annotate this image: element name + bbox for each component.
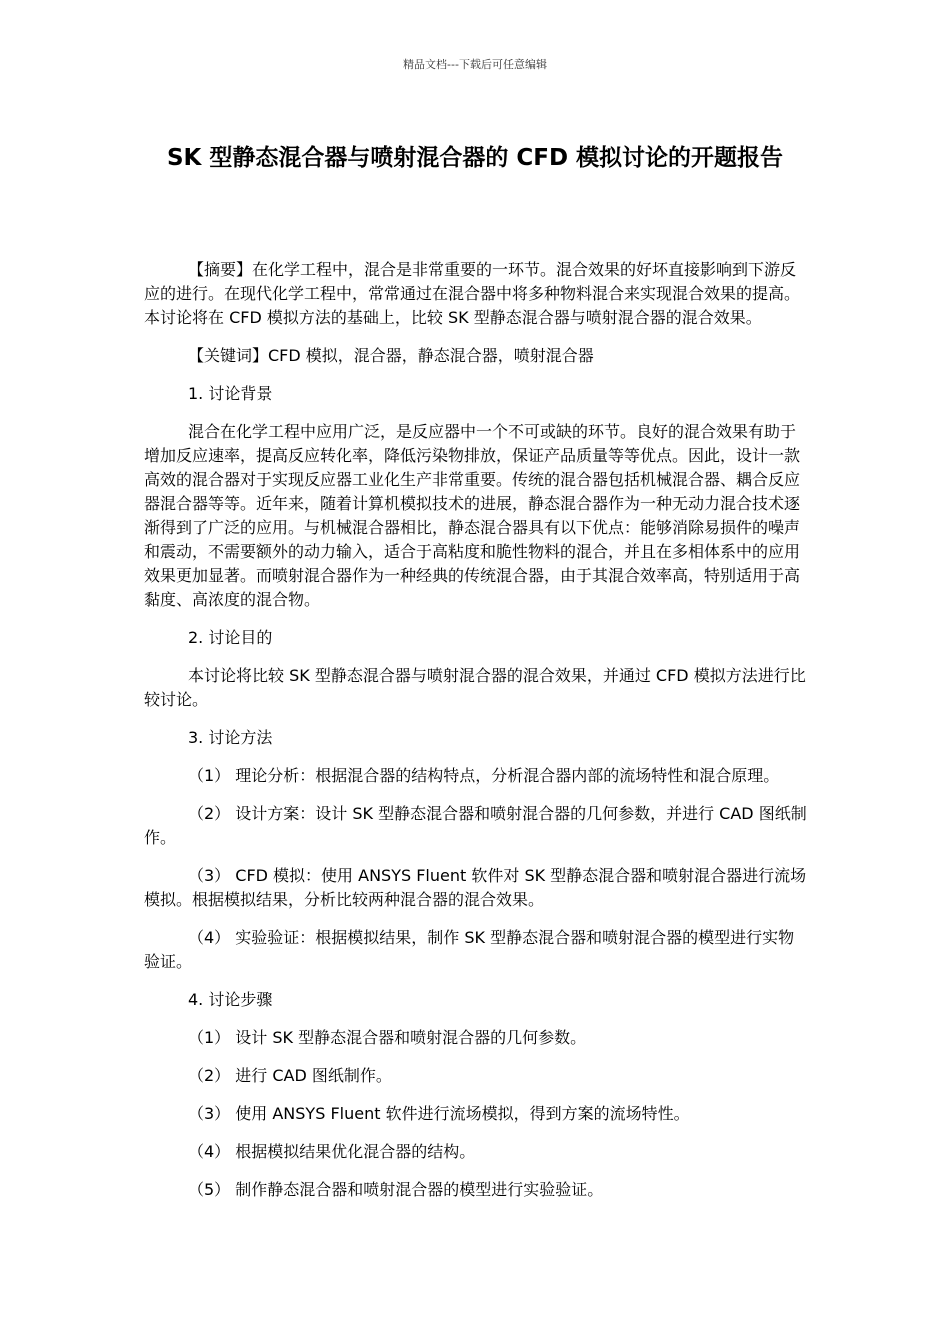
step-item: （4） 根据模拟结果优化混合器的结构。: [188, 1142, 476, 1161]
background-paragraph: 混合在化学工程中应用广泛，是反应器中一个不可或缺的环节。良好的混合效果有助于增加反应速率，提高反应转化率，降低污染物排放，保证产品质量等等优点。因此，设计一款高效的混合器对于实现反应器工业化生产非常重要。传统的混合器包括机械混合器、耦合反应器混合器等等。近年来，随着计算机模拟技术的进展，静态混合器作为一种无动力混合技术逐渐得到了广泛的应用。与机械混合器相比，静态混合器具有以下优点：能够消除易损件的噪声和震动，不需要额外的动力输入，适合于高粘度和脆性物料的混合，并且在多相体系中的应用效果更加显著。而喷射混合器作为一种经典的传统混合器，由于其混合效率高，特别适用于高黏度、高浓度的混合物。: [144, 422, 801, 609]
method-item: （3） CFD 模拟：使用 ANSYS Fluent 软件对 SK 型静态混合器和喷射混合器进行流场模拟。根据模拟结果，分析比较两种混合器的混合效果。: [144, 866, 807, 909]
step-item: （5） 制作静态混合器和喷射混合器的模型进行实验验证。: [188, 1180, 604, 1199]
method-item: （2） 设计方案：设计 SK 型静态混合器和喷射混合器的几何参数，并进行 CAD 图纸制作。: [144, 804, 807, 847]
section-heading-background: 1. 讨论背景: [188, 384, 273, 403]
section-heading-steps: 4. 讨论步骤: [188, 990, 273, 1009]
step-item: （3） 使用 ANSYS Fluent 软件进行流场模拟，得到方案的流场特性。: [188, 1104, 690, 1123]
page-header-note: 精品文档---下载后可任意编辑: [403, 58, 547, 71]
document-body: [144, 258, 808, 1216]
step-item: （2） 进行 CAD 图纸制作。: [188, 1066, 392, 1085]
method-item: （4） 实验验证：根据模拟结果，制作 SK 型静态混合器和喷射混合器的模型进行实物验证。: [144, 928, 795, 971]
section-heading-method: 3. 讨论方法: [188, 728, 273, 747]
keywords-paragraph: 【关键词】CFD 模拟，混合器，静态混合器，喷射混合器: [188, 346, 594, 365]
document-title: SK 型静态混合器与喷射混合器的 CFD 模拟讨论的开题报告: [166, 145, 784, 171]
method-item: （1） 理论分析：根据混合器的结构特点，分析混合器内部的流场特性和混合原理。: [188, 766, 780, 785]
abstract-paragraph: 【摘要】在化学工程中，混合是非常重要的一环节。混合效果的好坏直接影响到下游反应的进行。在现代化学工程中，常常通过在混合器中将多种物料混合来实现混合效果的提高。本讨论将在 CFD 模拟方法的基础上，比较 SK 型静态混合器与喷射混合器的混合效果。: [144, 260, 801, 327]
step-item: （1） 设计 SK 型静态混合器和喷射混合器的几何参数。: [188, 1028, 587, 1047]
section-heading-purpose: 2. 讨论目的: [188, 628, 273, 647]
purpose-paragraph: 本讨论将比较 SK 型静态混合器与喷射混合器的混合效果，并通过 CFD 模拟方法进行比较讨论。: [144, 666, 806, 709]
